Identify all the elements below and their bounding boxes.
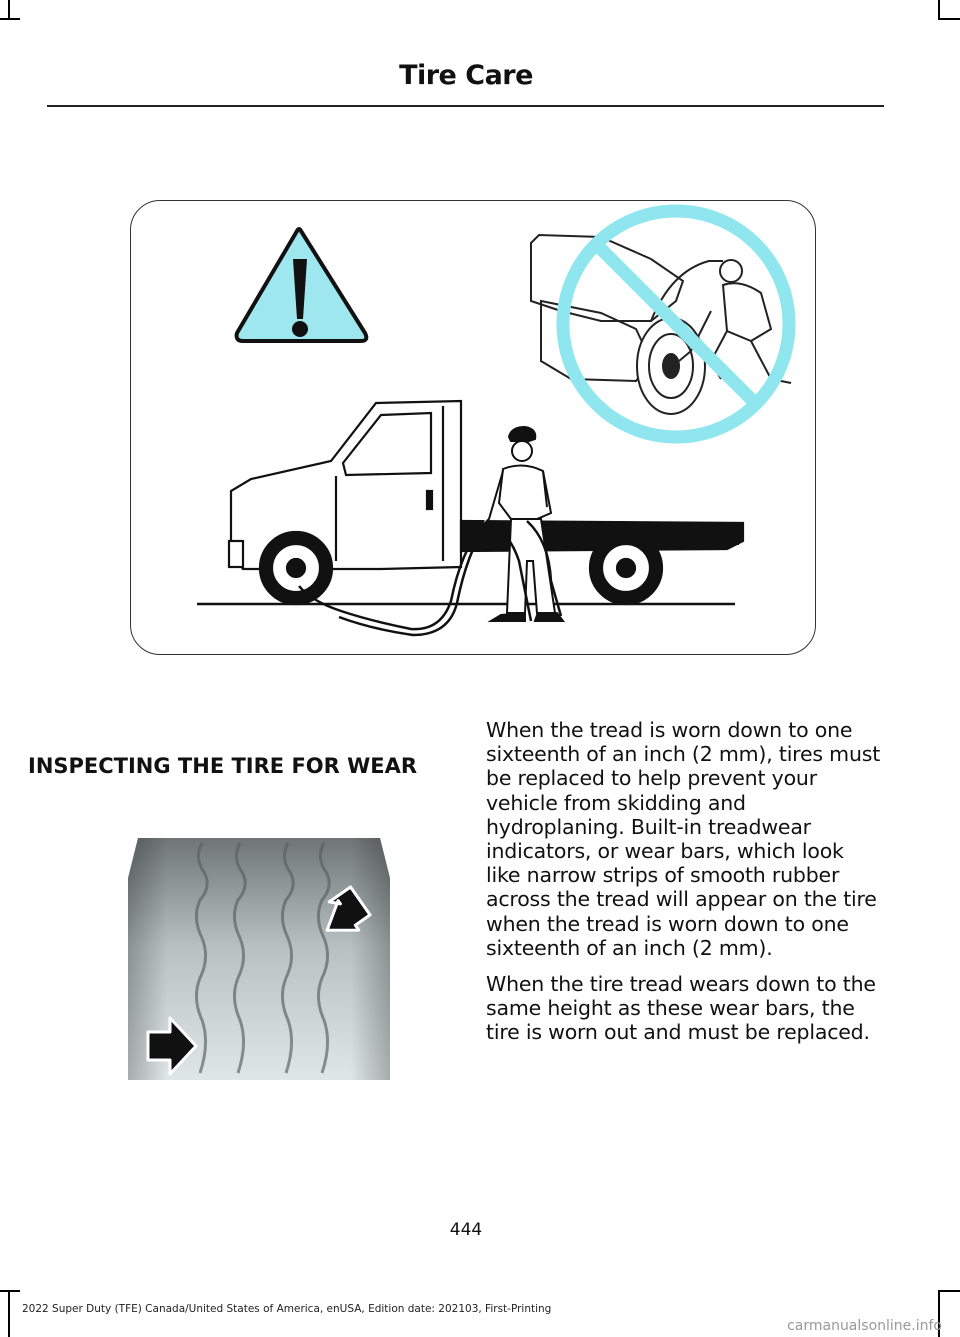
paragraph: When the tire tread wears down to the same height as these wear bars, the tire is worn out and must be replaced. xyxy=(486,972,876,1045)
crop-mark xyxy=(0,1290,20,1292)
paragraph: When the tread is worn down to one sixteenth of an inch (2 mm), tires must be replaced to help prevent your vehicle from skidding and hydroplaning. Built-in treadwear indicators, or wear bars, which look like narrow strips of smooth rubber across the tread will appear on the tire when the tread is worn down to one sixteenth of an inch (2 mm). xyxy=(486,718,881,960)
crop-mark xyxy=(938,18,960,20)
footer-text: 2022 Super Duty (TFE) Canada/United States of America, enUSA, Edition date: 202103, First-Printing xyxy=(22,1303,552,1315)
crop-mark xyxy=(0,18,20,20)
prohibited-scene xyxy=(531,235,791,414)
warning-triangle-icon xyxy=(237,229,367,341)
crop-mark xyxy=(938,1290,960,1292)
page-title: Tire Care xyxy=(399,60,533,91)
watermark: carmanualsonline.info xyxy=(787,1318,942,1334)
body-text xyxy=(486,718,882,1057)
crop-mark xyxy=(938,0,940,20)
section-heading: INSPECTING THE TIRE FOR WEAR xyxy=(28,754,418,778)
safety-illustration xyxy=(130,200,816,655)
crop-mark xyxy=(8,1290,10,1337)
tire-tread-image xyxy=(128,838,390,1080)
page-number: 444 xyxy=(449,1220,483,1240)
header-divider xyxy=(47,105,884,107)
crop-mark xyxy=(8,0,10,20)
